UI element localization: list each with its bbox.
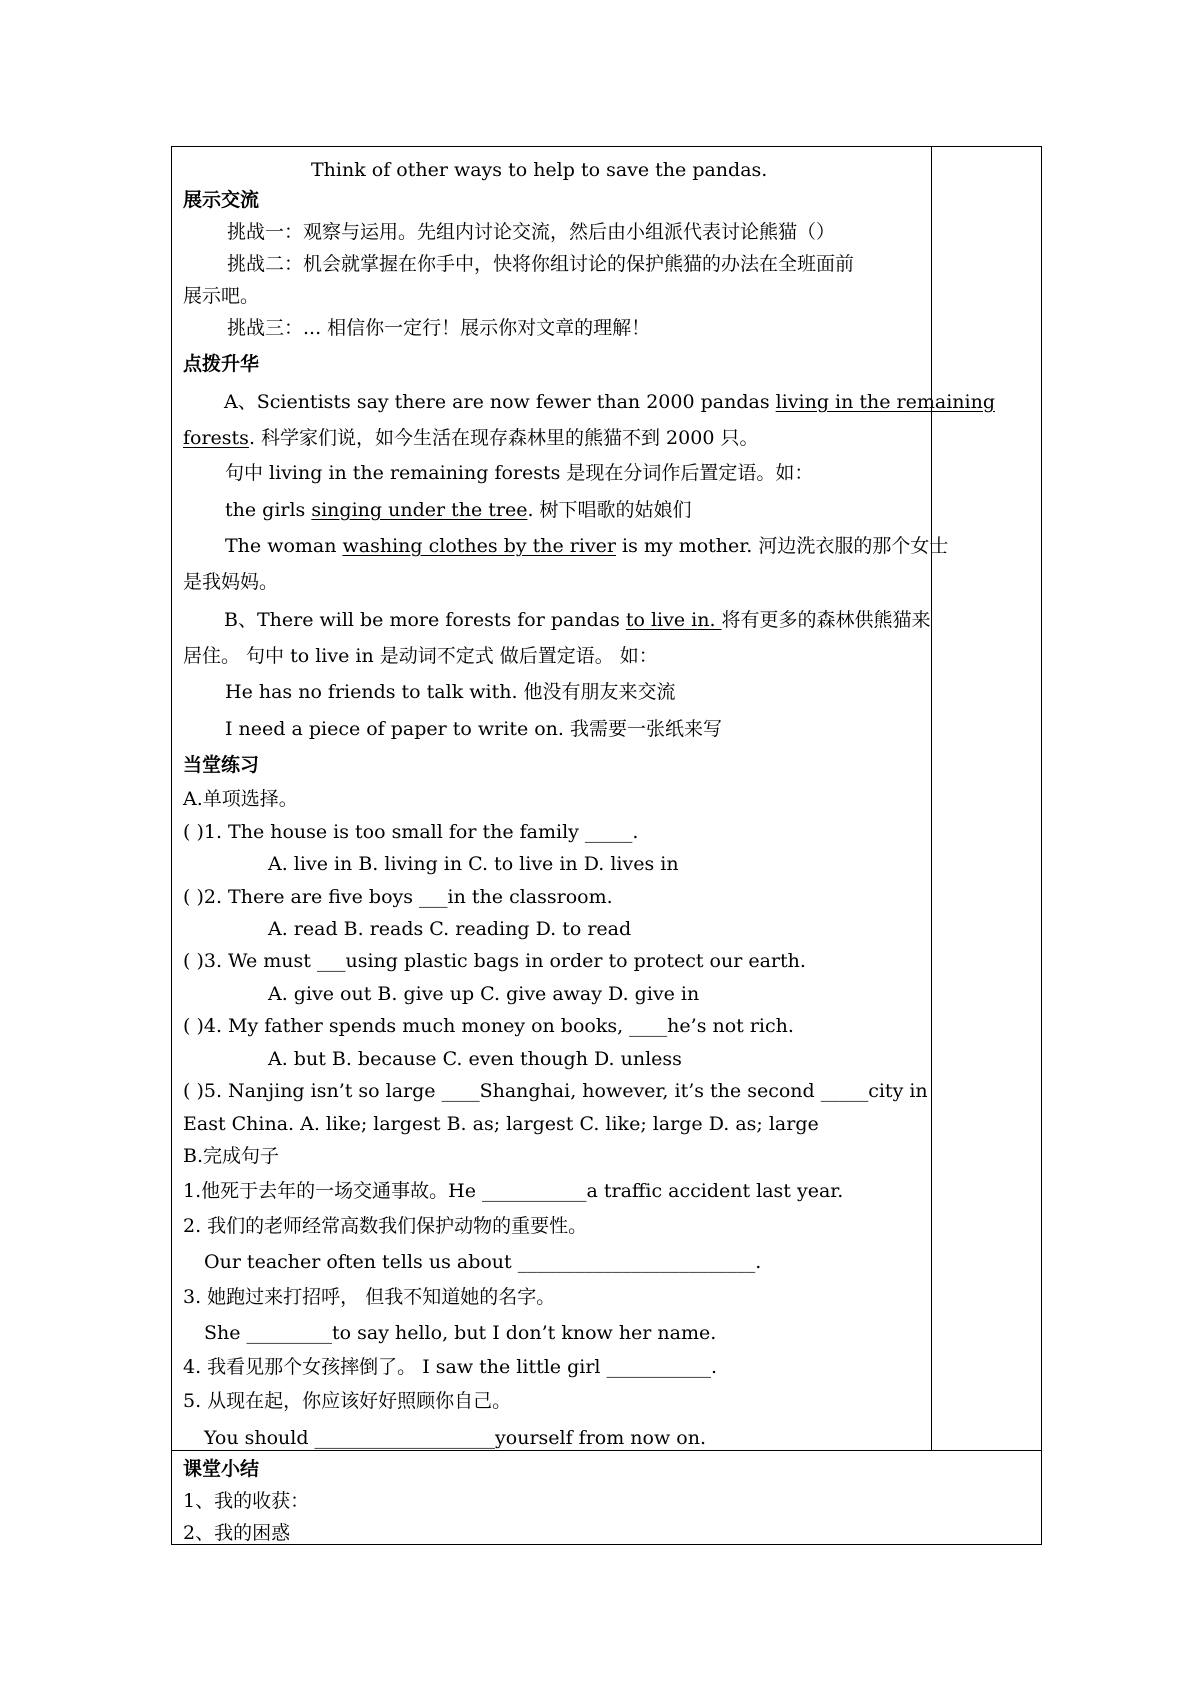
- sentence-2-en: Our teacher often tells us about _________________________.: [204, 1251, 762, 1273]
- options-3: A. give out B. give up C. give away D. give in: [268, 983, 700, 1005]
- underlined-text: forests: [183, 427, 249, 449]
- sentence-4: 4. 我看见那个女孩摔倒了。 I saw the little girl ___________.: [183, 1356, 718, 1378]
- text-line: [225, 501, 692, 520]
- text-line: He has no friends to talk with. 他没有朋友来交流: [225, 681, 676, 703]
- question-5: ( )5. Nanjing isn’t so large ____Shanghai, however, it’s the second _____city in: [183, 1080, 928, 1102]
- sentence-5-cn: 5. 从现在起，你应该好好照顾你自己。: [183, 1390, 512, 1412]
- options-5: East China. A. like; largest B. as; largest C. like; large D. as; large: [183, 1113, 819, 1135]
- text-line: [224, 611, 931, 630]
- text-line: A.单项选择。: [183, 788, 298, 810]
- text-run: 将有更多的森林供熊猫来: [721, 609, 931, 631]
- sentence-3-cn: 3. 她跑过来打招呼， 但我不知道她的名字。: [183, 1286, 556, 1308]
- underlined-text: living in the remaining: [775, 391, 995, 413]
- text-run: the girls: [225, 499, 312, 521]
- options-4: A. but B. because C. even though D. unless: [268, 1048, 682, 1070]
- text-line: 挑战二：机会就掌握在你手中，快将你组讨论的保护熊猫的办法在全班面前: [227, 253, 855, 275]
- sentence-3-en: She _________to say hello, but I don’t know her name.: [204, 1322, 717, 1344]
- text-line: I need a piece of paper to write on. 我需要一张纸来写: [225, 718, 722, 740]
- options-2: A. read B. reads C. reading D. to read: [268, 918, 632, 940]
- options-1: A. live in B. living in C. to live in D. lives in: [268, 853, 679, 875]
- question-1: ( )1. The house is too small for the family _____.: [183, 821, 639, 843]
- question-3: ( )3. We must ___using plastic bags in order to protect our earth.: [183, 950, 806, 972]
- text-run: is my mother. 河边洗衣服的那个女士: [616, 535, 949, 557]
- text-line: B.完成句子: [183, 1145, 280, 1167]
- text-line: 挑战一：观察与运用。先组内讨论交流，然后由小组派代表讨论熊猫（）: [227, 221, 836, 243]
- text-run: . 树下唱歌的姑娘们: [527, 499, 692, 521]
- text-line: 句中 living in the remaining forests 是现在分词作后置定语。如：: [225, 462, 814, 484]
- text-line: 是我妈妈。: [183, 571, 279, 593]
- question-4: ( )4. My father spends much money on books, ____he’s not rich.: [183, 1015, 794, 1037]
- underlined-text: washing clothes by the river: [342, 535, 616, 557]
- text-line: 居住。 句中 to live in 是动词不定式 做后置定语。 如：: [183, 645, 658, 667]
- section-heading-practice: 当堂练习: [183, 754, 260, 776]
- text-line: [224, 393, 995, 412]
- underlined-text: to live in.: [625, 609, 722, 631]
- sentence-2-cn: 2. 我们的老师经常高数我们保护动物的重要性。: [183, 1215, 588, 1237]
- text-run: B、There will be more forests for pandas: [224, 609, 626, 631]
- underlined-text: singing under the tree: [311, 499, 528, 521]
- text-line: Think of other ways to help to save the pandas.: [311, 159, 768, 181]
- text-run: . 科学家们说，如今生活在现存森林里的熊猫不到 2000 只。: [248, 427, 759, 449]
- section-heading-display: 展示交流: [183, 189, 260, 211]
- question-2: ( )2. There are five boys ___in the classroom.: [183, 886, 613, 908]
- text-run: The woman: [225, 535, 343, 557]
- text-line: 1、我的收获：: [183, 1490, 310, 1512]
- sentence-5-en: You should ___________________yourself from now on.: [204, 1427, 706, 1449]
- text-run: A、Scientists say there are now fewer than 2000 pandas: [224, 391, 776, 413]
- section-heading-guidance: 点拨升华: [183, 353, 260, 375]
- section-heading-summary: 课堂小结: [183, 1458, 260, 1480]
- text-line: [183, 429, 758, 448]
- text-line: [225, 537, 948, 556]
- text-line: 2、我的困惑: [183, 1522, 291, 1544]
- column-divider: [931, 146, 932, 1450]
- text-line: 展示吧。: [183, 285, 260, 307]
- sentence-1: 1.他死于去年的一场交通事故。He ___________a traffic accident last year.: [183, 1180, 844, 1202]
- text-line: 挑战三：... 相信你一定行！展示你对文章的理解！: [227, 317, 651, 339]
- row-divider: [171, 1450, 1042, 1451]
